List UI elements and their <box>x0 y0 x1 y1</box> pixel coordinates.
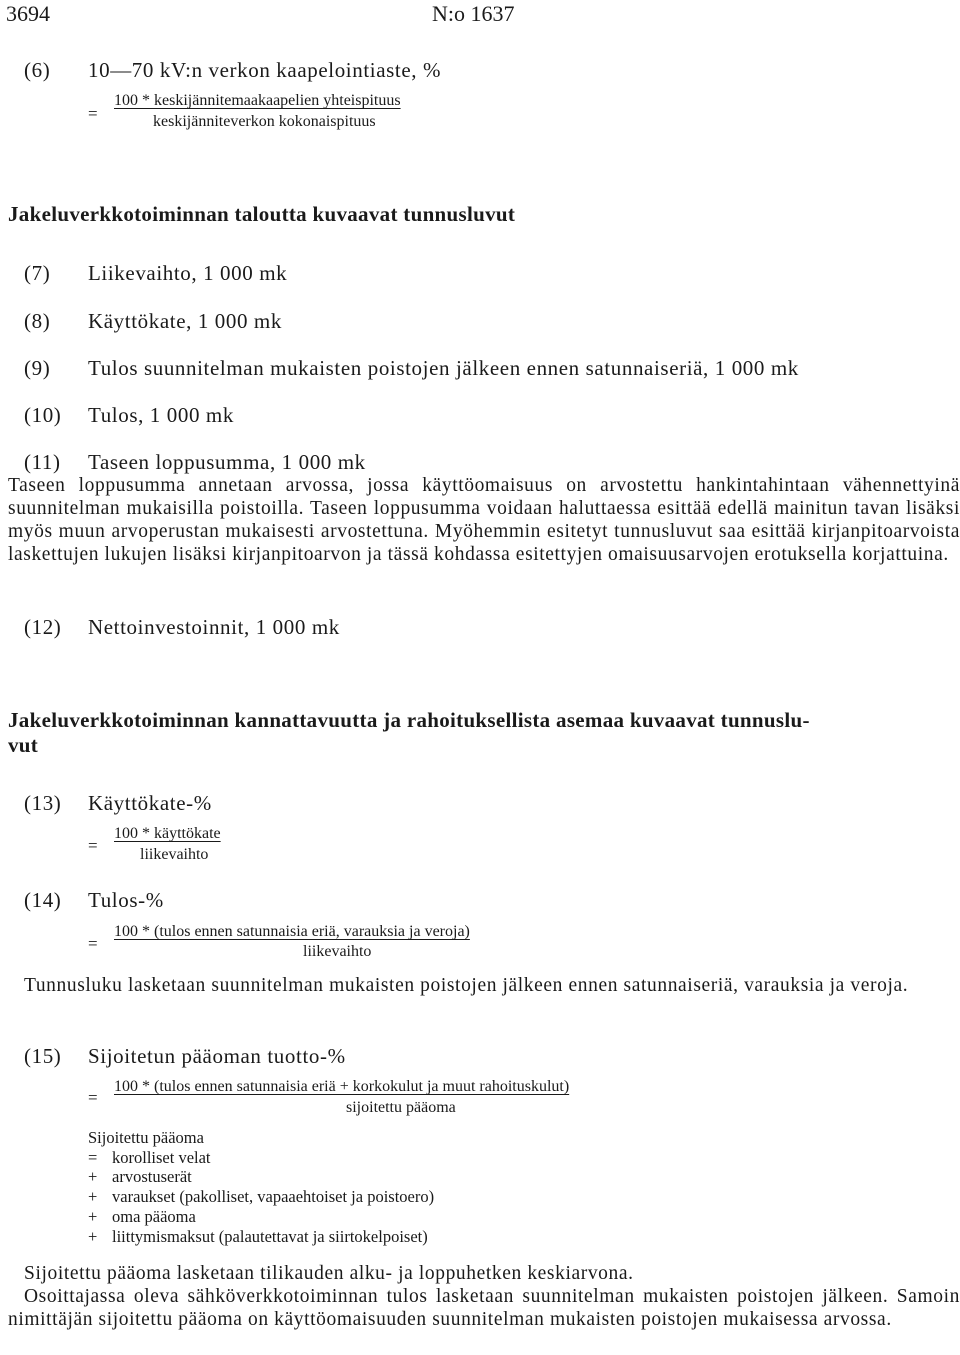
item-15-text-1-body: Sijoitettu pääoma lasketaan tilikauden alku- ja loppuhetken keskiarvona. <box>24 1263 634 1284</box>
issue-number: N:o 1637 <box>432 1 515 26</box>
section-title-profitability: Jakeluverkkotoiminnan kannattavuutta ja rahoituksellista asemaa kuvaavat tunnuslu- <box>8 708 810 732</box>
item-15-text-1 <box>8 1262 960 1285</box>
capital-list <box>88 1128 434 1246</box>
item-13-denominator: liikevaihto <box>140 846 209 863</box>
list-item-text: varaukset (pakolliset, vapaaehtoiset ja poistoero) <box>112 1187 435 1207</box>
item-13-number: (13) <box>24 791 62 815</box>
item-14-number: (14) <box>24 888 62 912</box>
item-8-label: Käyttökate, 1 000 mk <box>88 309 282 333</box>
list-item-text: liittymismaksut (palautettavat ja siirtokelpoiset) <box>112 1226 428 1246</box>
list-item <box>88 1207 434 1227</box>
item-15-number: (15) <box>24 1044 62 1068</box>
item-15-label: Sijoitetun pääoman tuotto-% <box>88 1044 346 1068</box>
item-15-denominator: sijoitettu pääoma <box>346 1099 456 1116</box>
list-item-operator: + <box>88 1206 98 1226</box>
item-10-number: (10) <box>24 403 62 427</box>
item-11-text: Taseen loppusumma annetaan arvossa, jossa käyttöomaisuus on arvostettu hankintahintaan vähennettyinä suunnitelman mukaisilla poistoilla. Taseen loppusumma voidaan haluttaessa esittää edellä mainitun tavan lisäksi myös muun arvoperustan mukaisesti arvostettuna. Myöhemmin esitetyt tunnusluvut saa esittää kirjanpitoarvoista laskettujen lukujen lisäksi kirjanpitoarvon ja tässä kohdassa esitettyjen omaisuusarvojen erotuksella korjattuina. <box>8 475 960 565</box>
list-item-operator: + <box>88 1226 98 1246</box>
list-item <box>88 1148 434 1168</box>
item-11-number: (11) <box>24 450 61 474</box>
item-6-number: (6) <box>24 58 51 82</box>
item-6-equals: = <box>88 104 98 123</box>
item-7-label: Liikevaihto, 1 000 mk <box>88 261 288 285</box>
list-item-operator: = <box>88 1147 98 1167</box>
item-8-number: (8) <box>24 309 51 333</box>
item-6-denominator: keskijänniteverkon kokonaispituus <box>153 113 376 130</box>
list-item-operator: + <box>88 1187 98 1207</box>
section-title-finance: Jakeluverkkotoiminnan taloutta kuvaavat tunnusluvut <box>8 202 516 226</box>
item-12-label: Nettoinvestoinnit, 1 000 mk <box>88 615 340 639</box>
list-item-operator: + <box>88 1167 98 1187</box>
list-item-text: arvostuserät <box>112 1167 192 1187</box>
list-item <box>88 1167 434 1187</box>
item-7-number: (7) <box>24 261 51 285</box>
item-13-label: Käyttökate-% <box>88 791 212 815</box>
item-14-text <box>8 974 960 997</box>
page-number: 3694 <box>6 1 50 26</box>
list-item-text: korolliset velat <box>112 1147 211 1167</box>
item-14-label: Tulos-% <box>88 888 164 912</box>
list-item <box>88 1187 434 1207</box>
item-15-equals: = <box>88 1088 98 1107</box>
item-14-denominator: liikevaihto <box>303 943 372 960</box>
item-12-number: (12) <box>24 615 62 639</box>
item-10-label: Tulos, 1 000 mk <box>88 403 234 427</box>
item-9-number: (9) <box>24 356 51 380</box>
item-14-equals: = <box>88 934 98 953</box>
item-13-numerator: 100 * käyttökate <box>114 825 221 842</box>
item-15-text-2-body: Osoittajassa oleva sähköverkkotoiminnan tulos lasketaan suunnitelman mukaisten poistojen jälkeen. Samoin nimittäjän sijoitettu pääoma on käyttöomaisuuden suunnitelman mukaisten poistojen mukaisessa arvossa. <box>8 1286 960 1330</box>
item-15-numerator: 100 * (tulos ennen satunnaisia eriä + korkokulut ja muut rahoituskulut) <box>114 1078 570 1095</box>
item-11-label: Taseen loppusumma, 1 000 mk <box>88 450 366 474</box>
item-6-numerator: 100 * keskijännitemaakaapelien yhteispituus <box>114 92 401 109</box>
section-title-profitability-cont: vut <box>8 733 39 757</box>
item-9-label: Tulos suunnitelman mukaisten poistojen jälkeen ennen satunnaiseriä, 1 000 mk <box>88 356 799 380</box>
item-13-equals: = <box>88 836 98 855</box>
list-item-text: oma pääoma <box>112 1206 196 1226</box>
item-14-text-body: Tunnusluku lasketaan suunnitelman mukaisten poistojen jälkeen ennen satunnaiseriä, varauksia ja veroja. <box>24 975 909 996</box>
capital-list-title: Sijoitettu pääoma <box>88 1128 204 1147</box>
item-15-text-2 <box>8 1285 960 1331</box>
item-14-numerator: 100 * (tulos ennen satunnaisia eriä, varauksia ja veroja) <box>114 923 470 940</box>
list-item <box>88 1227 434 1247</box>
item-6-label: 10—70 kV:n verkon kaapelointiaste, % <box>88 58 442 82</box>
